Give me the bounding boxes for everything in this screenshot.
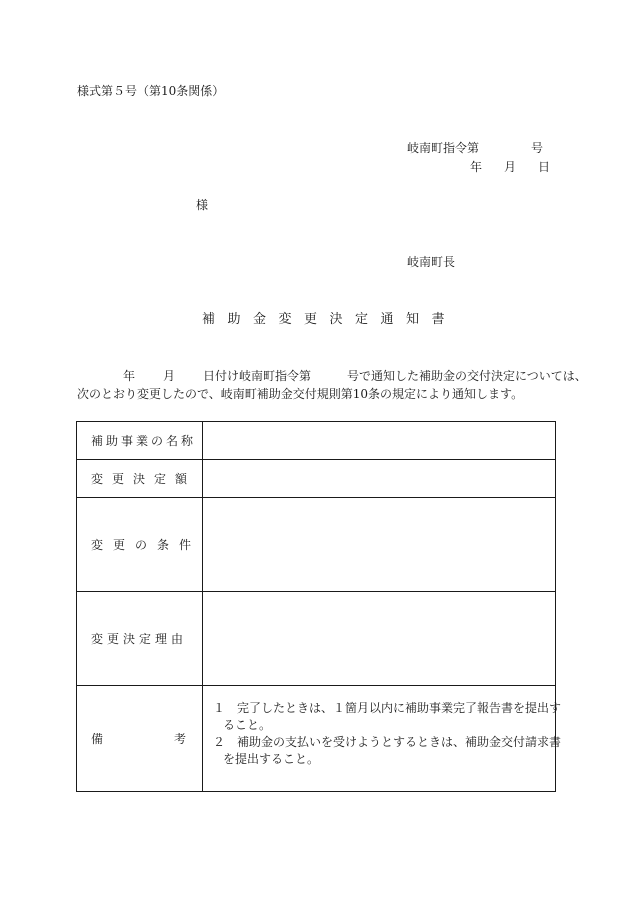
row-label — [77, 592, 203, 686]
row-label-text: 補助事業の名称 — [91, 434, 197, 448]
date-month: 月 — [504, 160, 517, 174]
addressee-honorific: 様 — [196, 198, 209, 212]
body-line-1 — [77, 370, 587, 382]
row-value[interactable] — [203, 422, 556, 460]
body-month: 月 — [163, 369, 176, 383]
note-2-line-2: を提出すること。 — [223, 752, 320, 766]
body-line-2: 次のとおり変更したので、岐南町補助金交付規則第10条の規定により通知します。 — [77, 387, 524, 401]
note-1-line-2: ること。 — [223, 718, 272, 732]
row-label-text: 変更決定額 — [91, 472, 197, 486]
date-day: 日 — [538, 160, 551, 174]
remarks-label-right: 考 — [173, 732, 186, 746]
table-row — [77, 592, 556, 686]
mayor-signature: 岐南町長 — [407, 255, 456, 269]
remarks-label — [77, 686, 203, 792]
issuer-number-suffix: 号 — [531, 141, 544, 155]
row-value[interactable] — [203, 592, 556, 686]
document-title: 補助金変更決定通知書 — [202, 312, 458, 327]
remarks-label-left: 備 — [91, 732, 104, 746]
issuer-number-line — [407, 142, 543, 154]
table-row — [77, 498, 556, 592]
row-label — [77, 460, 203, 498]
table-row — [77, 422, 556, 460]
details-table — [76, 421, 562, 792]
table-row — [77, 460, 556, 498]
note-2-line-1: ２ 補助金の支払いを受けようとするときは、補助金交付請求書 — [213, 735, 562, 749]
remarks-notes — [203, 686, 562, 792]
body-number-suffix: 号で通知した補助金の交付決定については、 — [347, 369, 587, 383]
row-value[interactable] — [203, 460, 556, 498]
row-label-text: 変更決定理由 — [91, 632, 188, 646]
table-row — [77, 686, 556, 792]
date-year: 年 — [470, 160, 483, 174]
note-1-line-1: １ 完了したときは、１箇月以内に補助事業完了報告書を提出す — [213, 701, 562, 715]
issue-date-line — [470, 161, 550, 173]
row-label — [77, 498, 203, 592]
row-value[interactable] — [203, 498, 556, 592]
row-label-text: 変更の条件 — [91, 538, 202, 552]
body-year: 年 — [123, 369, 136, 383]
issuer-number-prefix: 岐南町指令第 — [407, 141, 480, 155]
form-number: 様式第５号（第10条関係） — [77, 84, 225, 98]
row-label — [77, 422, 203, 460]
body-dated-prefix: 日付け岐南町指令第 — [203, 369, 312, 383]
